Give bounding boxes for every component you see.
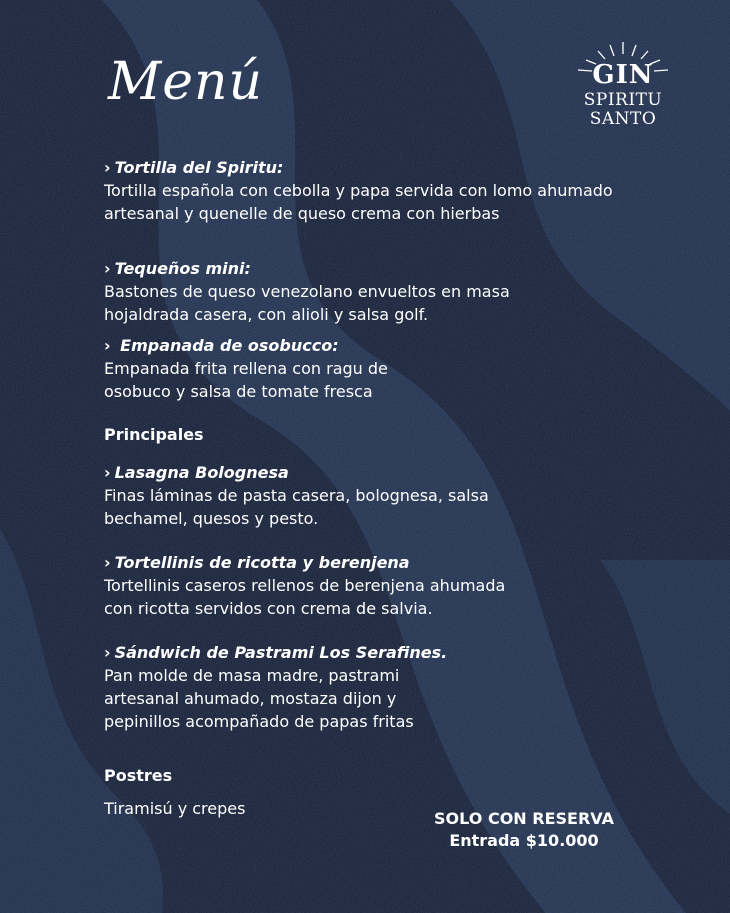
chevron-right-icon: › [104,158,111,177]
chevron-right-icon: › [104,643,111,662]
item-description: Empanada frita rellena con ragu de osobuco y salsa de tomate fresca [104,359,388,401]
chevron-right-icon: › [104,336,111,355]
reserva-note [410,808,638,852]
item-name: Tequeños mini [114,259,245,278]
menu-item-empanada: › Empanada de osobucco: Empanada frita rellena con ragu de osobuco y salsa de tomate fresca [104,334,664,403]
item-name: Tortellinis de ricotta y berenjena [114,553,410,572]
item-name: Tortilla del Spiritu [114,158,278,177]
reserva-line-1: SOLO CON RESERVA [434,809,614,828]
item-name: Empanada de osobucco [114,336,333,355]
section-heading-postres: Postres [104,766,173,785]
logo-line-1: GIN [592,60,654,90]
menu-item-tortilla: › Tortilla del Spiritu: Tortilla española con cebolla y papa servida con lomo ahumado artesanal y quenelle de queso crema con hierbas [104,156,664,225]
item-description: Pan molde de masa madre, pastrami artesanal ahumado, mostaza dijon y pepinillos acompañado de papas fritas [104,666,414,731]
logo-line-2: SPIRITU [583,90,663,110]
logo-line-3: SANTO [589,109,657,129]
item-name: Sándwich de Pastrami Los Serafines. [114,643,448,662]
postres-text: Tiramisú y crepes [104,799,246,818]
chevron-right-icon: › [104,463,111,482]
chevron-right-icon: › [104,553,111,572]
item-description: Tortilla española con cebolla y papa servida con lomo ahumado artesanal y quenelle de queso crema con hierbas [104,181,613,223]
menu-item-lasagna [104,461,664,530]
reserva-line-2: Entrada $10.000 [449,831,599,850]
section-heading-principales: Principales [104,425,204,444]
menu-item-tortellinis [104,551,664,620]
menu-title: Menú [108,52,263,112]
item-description: Bastones de queso venezolano envueltos en masa hojaldrada casera, con alioli y salsa golf. [104,282,510,324]
chevron-right-icon: › [104,259,111,278]
item-description: Tortellinis caseros rellenos de berenjena ahumada con ricotta servidos con crema de salvia. [104,576,506,618]
item-name: Lasagna Bolognesa [114,463,289,482]
menu-item-sandwich [104,641,664,733]
menu-item-tequenos: › Tequeños mini: Bastones de queso venezolano envueltos en masa hojaldrada casera, con alioli y salsa golf. [104,257,664,326]
gin-spiritu-santo-logo [568,40,678,135]
item-description: Finas láminas de pasta casera, bolognesa, salsa bechamel, quesos y pesto. [104,486,489,528]
